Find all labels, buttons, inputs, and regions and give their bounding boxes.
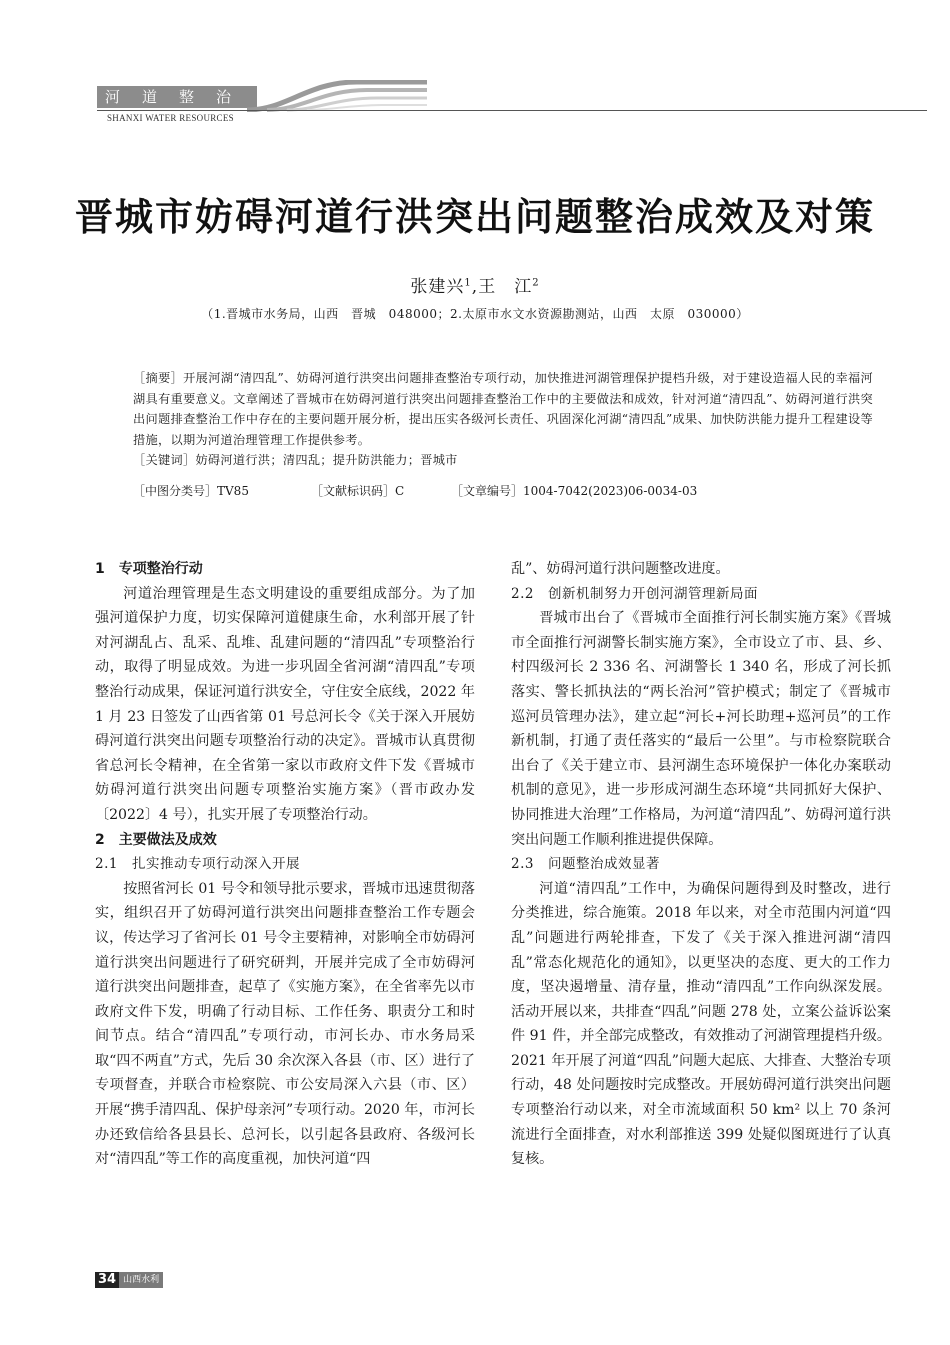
page-number: 34 [95,1272,119,1288]
doc-code [311,482,404,499]
abstract [133,368,873,450]
page-footer [95,1272,163,1288]
article-number [451,482,697,499]
left-column [95,557,475,1172]
journal-name-en: SHANXI WATER RESOURCES [107,113,234,123]
keywords-text: 妨碍河道行洪；清四乱；提升防洪能力；晋城市 [195,453,458,467]
section-label: 河道整治 [105,88,254,106]
journal-name: 山西水利 [119,1272,163,1288]
clc [133,482,249,499]
paragraph-3: 晋城市出台了《晋城市全面推行河长制实施方案》《晋城市全面推行河湖警长制实施方案》，全市设立了市、县、乡、村四级河长 2 336 名、河湖警长 1 340 名，形成了河长抓落实、警长抓执法的“两长治河”管护模式；制定了《晋城市巡河员管理办法》，建立起“河长+河长助理+巡河员”的工作新机制，打通了责任落实的“最后一公里”。与市检察院联合出台了《关于建立市、县河湖生态环境保护一体化办案联动机制的意见》，进一步形成河湖生态环境“共同抓好大保护、协同推进大治理”工作格局，为河道“清四乱”、妨碍河道行洪突出问题工作顺利推进提供保障。 [511,610,891,848]
article-number-value: 1004-7042(2023)06-0034-03 [523,484,698,498]
abstract-block [133,368,873,471]
paragraph-2-continued: 乱”、妨碍河道行洪问题整改进度。 [511,561,730,577]
running-header [97,80,927,130]
author-1-mark: 1 [464,277,472,289]
abstract-text: 开展河湖“清四乱”、妨碍河道行洪突出问题排查整治专项行动，加快推进河湖管理保护提档升级，对于建设造福人民的幸福河湖具有重要意义。文章阐述了晋城市在妨碍河道行洪突出问题排查整治工作中的主要做法和成效，针对河道“清四乱”、妨碍河道行洪突出问题排查整治工作中存在的主要问题开展分析，提出压实各级河长责任、巩固深化河湖“清四乱”成果、加快防洪能力提升工程建设等措施，以期为河道治理管理工作提供参考。 [133,371,874,447]
abstract-label: ［摘要］ [133,371,184,385]
author-1: 张建兴 [410,277,465,297]
paragraph-4: 河道“清四乱”工作中，为确保问题得到及时整改，进行分类推进，综合施策。2018 年以来，对全市范围内河道“四乱”问题进行两轮排查，下发了《关于深入推进河湖“清四乱”常态化规范化的通知》，以更坚决的态度、更大的工作力度，坚决遏增量、清存量，推动“清四乱”工作向纵深发展。活动开展以来，共排查“四乱”问题 278 处，立案公益诉讼案件 91 件，并全部完成整改，有效推动了河湖管理提档升级。2021 年开展了河道“四乱”问题大起底、大排查、大整治专项行动，48 处问题按时完成整改。开展妨碍河道行洪突出问题专项整治行动以来，对全市流域面积 50 km² 以上 70 条河流进行全面排查，对水利部推送 399 处疑似图斑进行了认真复核。 [511,880,891,1168]
article-number-label: ［文章编号］ [451,484,524,498]
doc-code-value: C [395,484,405,498]
keywords [133,450,873,471]
keywords-label: ［关键词］ [133,453,196,467]
author-2-mark: 2 [532,277,540,289]
doc-code-label: ［文献标识码］ [311,484,396,498]
author-line [0,272,950,297]
paragraph-1: 河道治理管理是生态文明建设的重要组成部分。为了加强河道保护力度，切实保障河道健康生命，水利部开展了针对河湖乱占、乱采、乱堆、乱建问题的“清四乱”专项整治行动，取得了明显成效。为进一步巩固全省河湖“清四乱”专项整治行动成果，保证河道行洪安全，守住安全底线，2022 年 1 月 23 日签发了山西省第 01 号总河长令《关于深入开展妨碍河道行洪突出问题专项整治行动的决定》。晋城市认真贯彻省总河长令精神，在全省第一家以市政府文件下发《晋城市妨碍河道行洪突出问题专项整治实施方案》（晋市政办发〔2022〕4 号），扎实开展了专项整治行动。 [95,585,475,823]
article-title: 晋城市妨碍河道行洪突出问题整治成效及对策 [74,195,875,239]
affiliations: （1.晋城市水务局，山西 晋城 048000；2.太原市水文水资源勘测站，山西 太原 030000） [201,307,749,321]
heading-1: 1 专项整治行动 [95,561,203,577]
heading-2-3: 2.3 问题整治成效显著 [511,856,660,873]
heading-2-1: 2.1 扎实推动专项行动深入开展 [95,856,300,873]
right-column [511,557,891,1172]
clc-value: TV85 [217,484,249,498]
heading-2: 2 主要做法及成效 [95,831,217,848]
header-rule [97,110,927,111]
author-2: 王 江 [478,277,533,297]
wave-decoration-icon [247,80,427,112]
clc-label: ［中图分类号］ [133,484,218,498]
section-tab [97,86,257,108]
author-separator: , [471,277,479,297]
paragraph-2: 按照省河长 01 号令和领导批示要求，晋城市迅速贯彻落实，组织召开了妨碍河道行洪突出问题排查整治工作专题会议，传达学习了省河长 01 号令主要精神，对影响全市妨碍河道行洪突出问题进行了研究研判，开展并完成了全市妨碍河道行洪突出问题排查，起草了《实施方案》，在全省率先以市政府文件下发，明确了行动目标、工作任务、职责分工和时间节点。结合“清四乱”专项行动，市河长办、市水务局采取“四不两直”方式，先后 30 余次深入各县（市、区）进行了专项督查，并联合市检察院、市公安局深入六县（市、区）开展“携手清四乱、保护母亲河”专项行动。2020 年，市河长办还致信给各县县长、总河长，以引起各县政府、各级河长对“清四乱”等工作的高度重视，加快河道“四 [95,880,475,1168]
heading-2-2: 2.2 创新机制努力开创河湖管理新局面 [511,585,758,602]
